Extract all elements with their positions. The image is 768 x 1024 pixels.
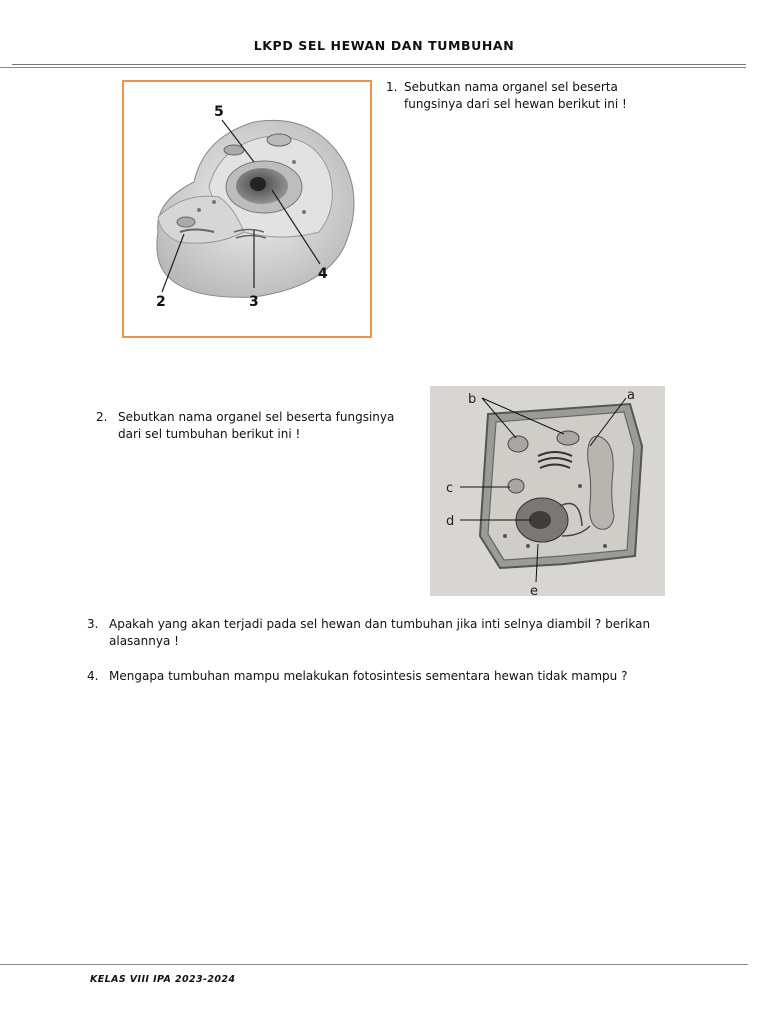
animal-label-5: 5: [214, 104, 224, 120]
question-1: [386, 79, 648, 113]
header-rule: [12, 64, 746, 65]
question-number: 3.: [87, 617, 99, 631]
animal-label-2: 2: [156, 294, 166, 310]
page-title: LKPD SEL HEWAN DAN TUMBUHAN: [253, 38, 515, 53]
question-2: [96, 409, 400, 443]
plant-label-a: a: [627, 388, 635, 403]
animal-cell-figure: [122, 80, 372, 338]
plant-label-e: e: [530, 584, 538, 596]
question-text: Sebutkan nama organel sel beserta fungsinya dari sel hewan berikut ini !: [404, 80, 627, 111]
question-text: Mengapa tumbuhan mampu melakukan fotosintesis sementara hewan tidak mampu ?: [109, 669, 628, 683]
question-number: 2.: [96, 410, 108, 424]
animal-label-3: 3: [249, 294, 259, 310]
question-number: 4.: [87, 669, 99, 683]
plant-label-b: b: [468, 392, 477, 407]
question-4: [87, 668, 667, 685]
plant-label-c: c: [446, 481, 454, 496]
footer-text: KELAS VIII IPA 2023-2024: [90, 974, 236, 985]
plant-cell-figure: [430, 386, 665, 596]
header-rule-double: [0, 67, 746, 68]
question-text: Apakah yang akan terjadi pada sel hewan dan tumbuhan jika inti selnya diambil ? berikan alasannya !: [109, 617, 651, 648]
question-text: Sebutkan nama organel sel beserta fungsinya dari sel tumbuhan berikut ini !: [118, 410, 395, 441]
question-3: [87, 616, 667, 650]
plant-label-d: d: [446, 514, 455, 529]
animal-label-4: 4: [318, 266, 328, 282]
question-number: 1.: [386, 80, 398, 94]
footer-rule: [0, 964, 748, 965]
